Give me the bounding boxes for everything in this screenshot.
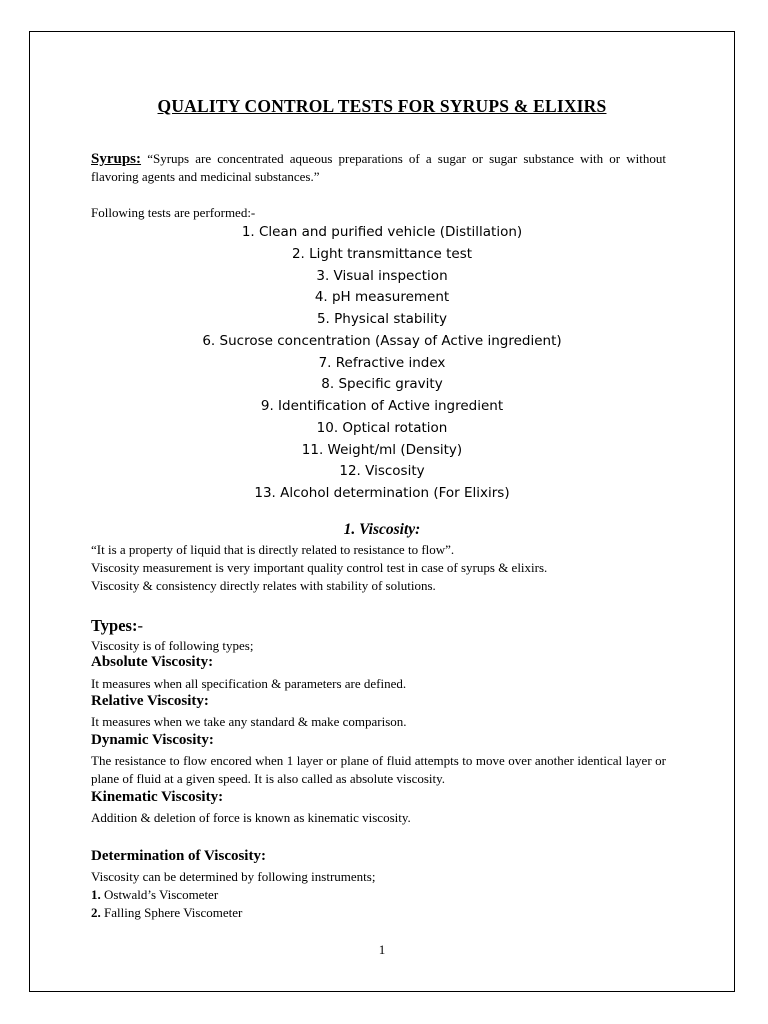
list-item: 8. Specific gravity xyxy=(321,376,443,393)
list-item: 10. Optical rotation xyxy=(316,419,448,436)
list-item: 4. pH measurement xyxy=(314,289,450,306)
types-heading xyxy=(91,616,143,636)
item-text: Ostwald’s Viscometer xyxy=(104,887,219,902)
relative-viscosity-text: It measures when we take any standard & make comparison. xyxy=(91,714,407,729)
types-intro: Viscosity is of following types; xyxy=(91,638,254,653)
page-title: QUALITY CONTROL TESTS FOR SYRUPS & ELIXIRS xyxy=(157,96,607,116)
document-page xyxy=(29,31,735,992)
list-item: 2. Light transmittance test xyxy=(291,245,473,262)
absolute-viscosity-heading: Absolute Viscosity: xyxy=(91,654,214,670)
list-item xyxy=(91,886,218,904)
list-item xyxy=(91,904,242,922)
types-heading-text: Types: xyxy=(91,616,138,635)
tests-intro: Following tests are performed:- xyxy=(91,205,256,220)
determination-intro: Viscosity can be determined by following instruments; xyxy=(91,869,376,884)
list-item: 7. Refractive index xyxy=(318,354,446,371)
viscosity-line: Viscosity measurement is very important quality control test in case of syrups & elixirs. xyxy=(91,560,548,575)
viscosity-line: Viscosity & consistency directly relates with stability of solutions. xyxy=(91,578,436,593)
list-item: 3. Visual inspection xyxy=(316,267,448,284)
syrups-label: Syrups: xyxy=(91,151,142,167)
dynamic-viscosity-heading: Dynamic Viscosity: xyxy=(91,732,214,748)
list-item: 9. Identification of Active ingredient xyxy=(260,398,504,414)
list-item: 5. Physical stability xyxy=(316,311,448,327)
item-text: Falling Sphere Viscometer xyxy=(104,905,243,920)
tests-list xyxy=(30,222,734,505)
kinematic-viscosity-heading: Kinematic Viscosity: xyxy=(91,789,224,805)
list-item: 1. Clean and purified vehicle (Distillation) xyxy=(241,224,523,240)
item-number: 1. xyxy=(91,887,101,902)
determination-heading: Determination of Viscosity: xyxy=(91,848,266,864)
syrups-definition-text: “Syrups are concentrated aqueous preparations of a sugar or sugar substance with or without flavoring agents and medicinal substances.” xyxy=(91,151,667,184)
viscosity-line: “It is a property of liquid that is directly related to resistance to flow”. xyxy=(91,542,455,557)
dynamic-viscosity-text: The resistance to flow encored when 1 layer or plane of fluid attempts to move over another identical layer or plane of fluid at a given speed. It is also called as absolute viscosity. xyxy=(91,753,666,786)
relative-viscosity-heading: Relative Viscosity: xyxy=(91,693,209,709)
types-heading-suffix: - xyxy=(137,616,143,635)
kinematic-viscosity-text: Addition & deletion of force is known as kinematic viscosity. xyxy=(91,810,411,825)
list-item: 11. Weight/ml (Density) xyxy=(301,441,463,458)
list-item: 12. Viscosity xyxy=(339,463,425,480)
list-item: 13. Alcohol determination (For Elixirs) xyxy=(254,485,510,501)
absolute-viscosity-text: It measures when all specification & parameters are defined. xyxy=(91,676,407,691)
viscosity-heading: 1. Viscosity: xyxy=(343,521,421,538)
page-number: 1 xyxy=(378,942,386,957)
item-number: 2. xyxy=(91,905,101,920)
syrups-definition xyxy=(91,150,666,186)
list-item: 6. Sucrose concentration (Assay of Active ingredient) xyxy=(202,332,562,349)
